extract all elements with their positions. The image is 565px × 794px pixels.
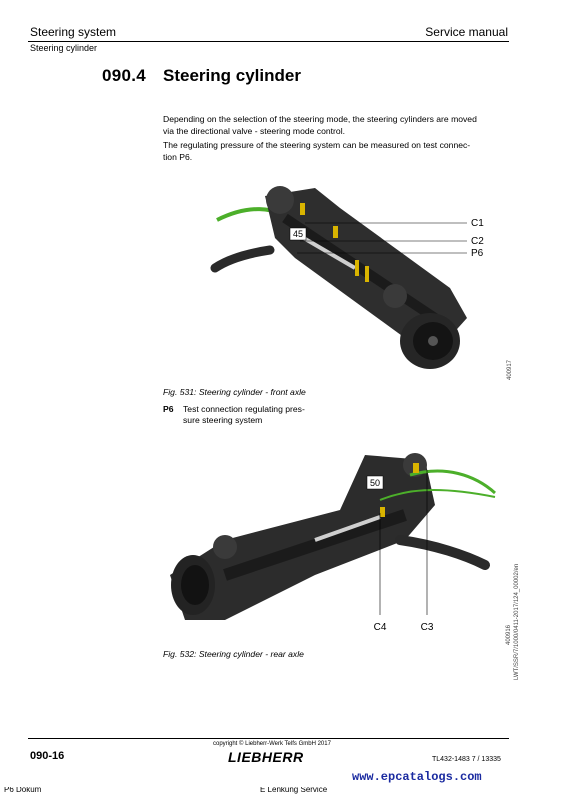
footer-doc-ref: TL432-1483 7 / 13335 bbox=[432, 756, 501, 763]
callout-c1: C1 bbox=[471, 218, 484, 229]
section-number: 090.4 bbox=[102, 66, 147, 85]
figure2-side-id: 400916 bbox=[506, 624, 512, 645]
section-title: Steering cylinder bbox=[163, 66, 301, 85]
callout-c2: C2 bbox=[471, 236, 484, 247]
paragraph-line: via the directional valve - steering mode control. bbox=[163, 125, 345, 136]
figure-badge: 45 bbox=[292, 229, 304, 239]
footer-copyright: copyright © Liebherr-Werk Telfs GmbH 2017 bbox=[213, 741, 331, 747]
legend-text-p6 bbox=[183, 404, 333, 426]
legend-line: Test connection regulating pres- bbox=[183, 404, 305, 414]
bottom-cutoff-strip bbox=[0, 787, 565, 794]
figure-badge: 50 bbox=[369, 478, 381, 488]
figure1-side-id: 400917 bbox=[507, 359, 513, 380]
header-subsection: Steering cylinder bbox=[30, 43, 98, 53]
paragraph-line: tion P6. bbox=[163, 151, 193, 162]
footer-divider bbox=[28, 738, 509, 739]
figure2-caption: Fig. 532: Steering cylinder - rear axle bbox=[163, 649, 304, 659]
paragraph-steering-mode bbox=[163, 114, 513, 137]
paragraph-line: The regulating pressure of the steering system can be measured on test connec- bbox=[163, 140, 471, 150]
rear-axle-illustration bbox=[165, 445, 515, 645]
figure1-caption: Fig. 531: Steering cylinder - front axle bbox=[163, 387, 306, 397]
header-chapter: Steering system bbox=[30, 25, 117, 39]
header-divider bbox=[28, 41, 509, 42]
brand-logo: LIEBHERR bbox=[228, 749, 304, 765]
front-axle-illustration bbox=[205, 178, 515, 388]
strip-mid-text: E Lenkung Service bbox=[260, 787, 328, 794]
strip-left-text: P6 Dokum bbox=[4, 787, 42, 794]
callout-c3: C3 bbox=[420, 622, 434, 633]
website-watermark[interactable]: www.epcatalogs.com bbox=[352, 770, 482, 784]
legend-line: sure steering system bbox=[183, 415, 263, 425]
legend-key-p6: P6 bbox=[163, 404, 174, 414]
header-doc-type: Service manual bbox=[425, 25, 508, 39]
paragraph-regulating-pressure bbox=[163, 140, 513, 163]
callout-c4: C4 bbox=[373, 622, 387, 633]
figure2-side-text: LWT/SSR/7/1000/0411-2017/124_00002/en bbox=[514, 563, 520, 680]
footer-page-number: 090-16 bbox=[30, 750, 65, 762]
callout-p6: P6 bbox=[471, 248, 484, 259]
paragraph-line: Depending on the selection of the steering mode, the steering cylinders are moved bbox=[163, 114, 477, 124]
